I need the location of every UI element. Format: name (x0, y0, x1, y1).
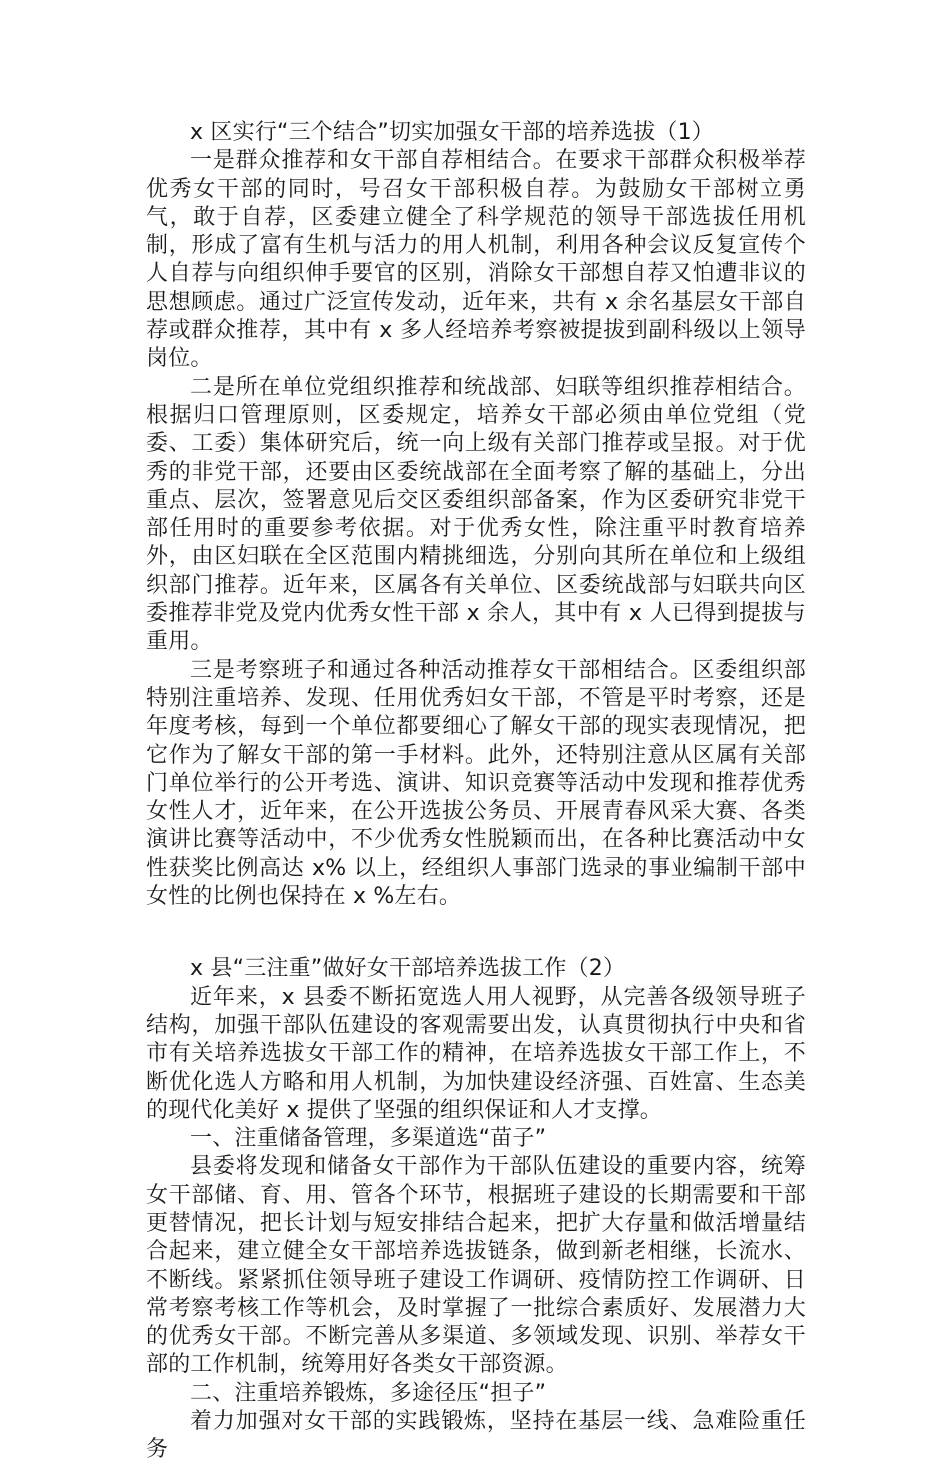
section-1-title: x 区实行“三个结合”切实加强女干部的培养选拔（1） (190, 120, 715, 145)
section-1-paragraph-1: 一是群众推荐和女干部自荐相结合。在要求干部群众积极举荐优秀女干部的同时，号召女干部积极自荐。为鼓励女干部树立勇气，敢于自荐，区委建立健全了科学规范的领导干部选拔任用机制，形成了富有生机与活力的用人机制，利用各种会议反复宣传个人自荐与向组织伸手要官的区别，消除女干部想自荐又怕遭非议的思想顾虑。通过广泛宣传发动，近年来，共有 x 余名基层女干部自荐或群众推荐，其中有 x 多人经培养考察被提拔到副科级以上领导岗位。 (146, 148, 806, 372)
section-2-paragraph-1: 近年来，x 县委不断拓宽选人用人视野，从完善各级领导班子结构，加强干部队伍建设的客观需要出发，认真贯彻执行中央和省市有关培养选拔女干部工作的精神，在培养选拔女干部工作上，不断优化选人方略和用人机制，为加快建设经济强、百姓富、生态美的现代化美好 x 提供了坚强的组织保证和人才支撑。 (146, 984, 806, 1123)
section-spacer (146, 911, 806, 955)
section-2-paragraph-3: 着力加强对女干部的实践锻炼，坚持在基层一线、急难险重任务 (146, 1409, 806, 1463)
section-1-paragraph-2: 二是所在单位党组织推荐和统战部、妇联等组织推荐相结合。根据归口管理原则，区委规定，培养女干部必须由单位党组（党委、工委）集体研究后，统一向上级有关部门推荐或呈报。对于优秀的非党干部，还要由区委统战部在全面考察了解的基础上，分出重点、层次，签署意见后交区委组织部备案，作为区委研究非党干部任用时的重要参考依据。对于优秀女性，除注重平时教育培养外，由区妇联在全区范围内精挑细选，分别向其所在单位和上级组织部门推荐。近年来，区属各有关单位、区委统战部与妇联共向区委推荐非党及党内优秀女性干部 x 余人，其中有 x 人已得到提拔与重用。 (146, 374, 806, 655)
section-2-heading-2: 二、注重培养锻炼，多途径压“担子” (190, 1380, 547, 1406)
section-2-title: x 县“三注重”做好女干部培养选拔工作（2） (190, 956, 626, 982)
section-2-heading-1: 一、注重储备管理，多渠道选“苗子” (190, 1126, 547, 1152)
section-2-paragraph-2: 县委将发现和储备女干部作为干部队伍建设的重要内容，统筹女干部储、育、用、管各个环节，根据班子建设的长期需要和干部更替情况，把长计划与短安排结合起来，把扩大存量和做活增量结合起来，建立健全女干部培养选拔链条，做到新老相继，长流水、不断线。紧紧抓住领导班子建设工作调研、疫情防控工作调研、日常考察考核工作等机会，及时掌握了一批综合素质好、发展潜力大的优秀女干部。不断完善从多渠道、多领域发现、识别、举荐女干部的工作机制，统筹用好各类女干部资源。 (146, 1154, 806, 1378)
section-1-paragraph-3: 三是考察班子和通过各种活动推荐女干部相结合。区委组织部特别注重培养、发现、任用优秀妇女干部，不管是平时考察，还是年度考核，每到一个单位都要细心了解女干部的现实表现情况，把它作为了解女干部的第一手材料。此外，还特别注意从区属有关部门单位举行的公开考选、演讲、知识竞赛等活动中发现和推荐优秀女性人才，近年来，在公开选拔公务员、开展青春风采大赛、各类演讲比赛等活动中，不少优秀女性脱颖而出，在各种比赛活动中女性获奖比例高达 x% 以上，经组织人事部门选录的事业编制干部中女性的比例也保持在 x %左右。 (146, 657, 806, 910)
document-body (146, 119, 806, 1465)
